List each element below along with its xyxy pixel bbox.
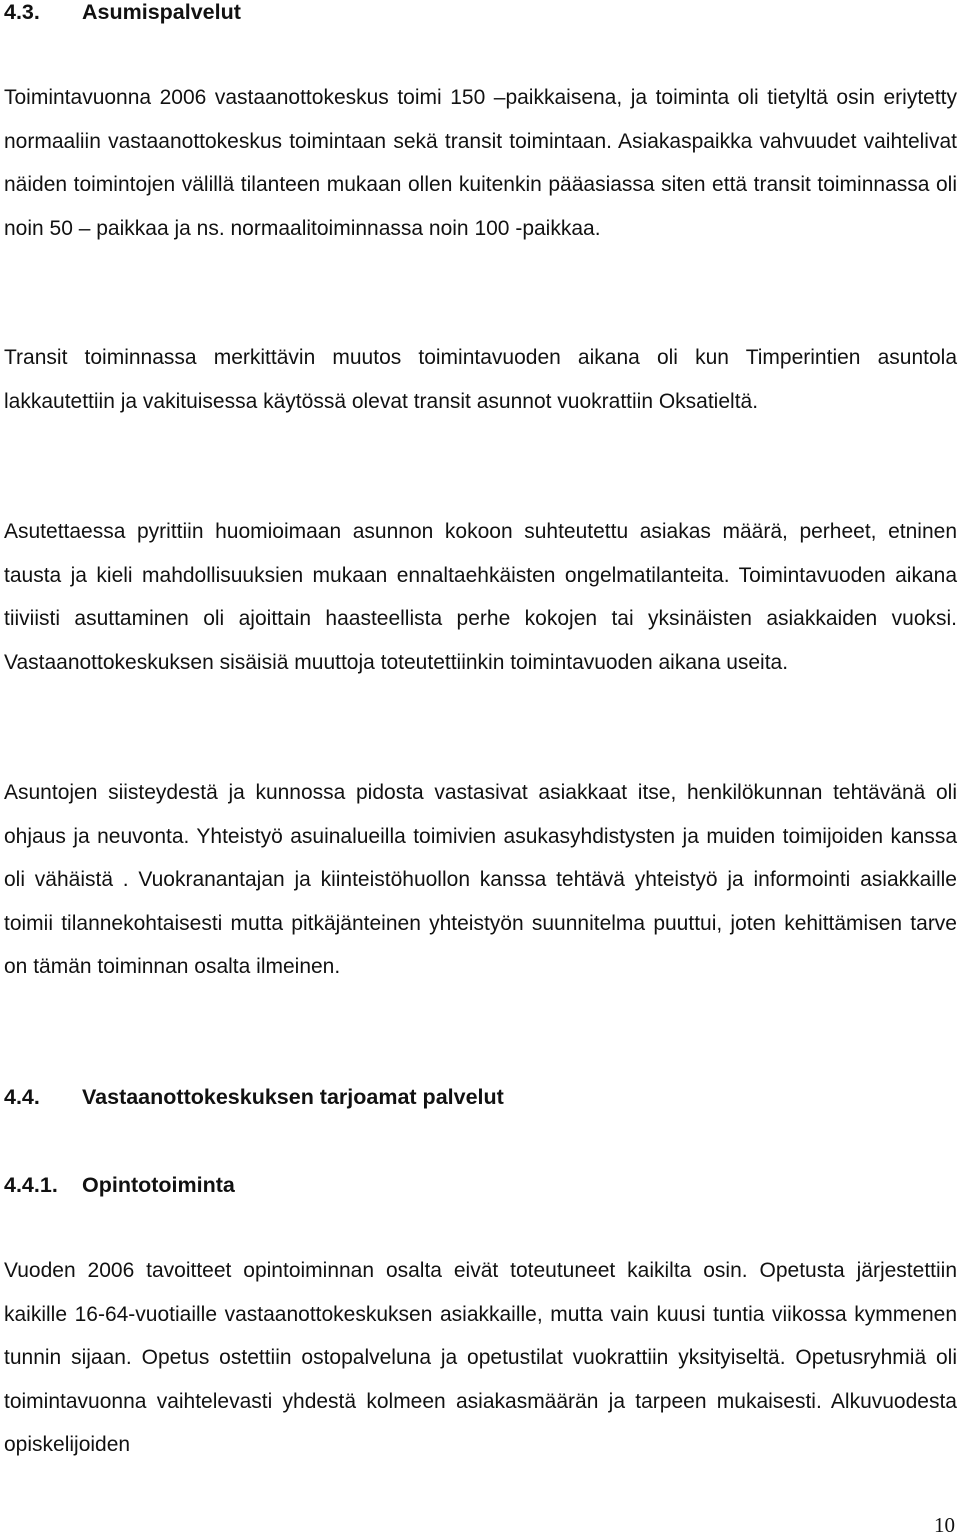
section-number: 4.3. <box>4 0 40 24</box>
section-heading-4-4-1 <box>4 1173 235 1197</box>
paragraph: Asuntojen siisteydestä ja kunnossa pidosta vastasivat asiakkaat itse, henkilökunnan tehtävänä oli ohjaus ja neuvonta. Yhteistyö asuinalueilla toimivien asukasyhdistysten ja muiden toimijoiden kanssa oli vähäistä . Vuokranantajan ja kiinteistöhuollon kanssa tehtävä yhteistyö ja informointi asiakkaille toimii tilannekohtaisesti mutta pitkäjänteinen yhteistyön suunnitelma puuttui, joten kehittämisen tarve on tämän toiminnan osalta ilmeinen. <box>4 781 957 979</box>
page-number: 10 <box>934 1513 955 1537</box>
section-number: 4.4. <box>4 1085 40 1109</box>
section-heading-4-4 <box>4 1085 504 1109</box>
paragraph: Asutettaessa pyrittiin huomioimaan asunnon kokoon suhteutettu asiakas määrä, perheet, etninen tausta ja kieli mahdollisuuksien mukaan ennaltaehkäisten ongelmatilanteita. Toimintavuoden aikana tiiviisti asuttaminen oli ajoittain haasteellista perhe kokojen tai yksinäisten asiakkaiden vuoksi. Vastaanottokeskuksen sisäisiä muuttoja toteutettiinkin toimintavuoden aikana useita. <box>4 520 957 674</box>
section-title: Vastaanottokeskuksen tarjoamat palvelut <box>82 1085 504 1109</box>
section-number: 4.4.1. <box>4 1173 58 1197</box>
paragraph: Transit toiminnassa merkittävin muutos toimintavuoden aikana oli kun Timperintien asuntola lakkautettiin ja vakituisessa käytössä olevat transit asunnot vuokrattiin Oksatieltä. <box>4 346 957 413</box>
section-title: Asumispalvelut <box>82 0 241 24</box>
paragraph: Vuoden 2006 tavoitteet opintoiminnan osalta eivät toteutuneet kaikilta osin. Opetusta järjestettiin kaikille 16-64-vuotiaille vastaanottokeskuksen asiakkaille, mutta vain kuusi tuntia viikossa kymmenen tunnin sijaan. Opetus ostettiin ostopalveluna ja opetustilat vuokrattiin yksityiseltä. Opetusryhmiä oli toimintavuonna vaihtelevasti yhdestä kolmeen asiakasmäärän ja tarpeen mukaisesti. Alkuvuodesta opiskelijoiden <box>4 1259 957 1457</box>
section-title: Opintotoiminta <box>82 1173 235 1197</box>
section-heading-4-3 <box>4 0 241 24</box>
paragraph: Toimintavuonna 2006 vastaanottokeskus toimi 150 –paikkaisena, ja toiminta oli tietyltä osin eriytetty normaaliin vastaanottokeskus toimintaan sekä transit toimintaan. Asiakaspaikka vahvuudet vaihtelivat näiden toimintojen välillä tilanteen mukaan ollen kuitenkin pääasiassa siten että transit toiminnassa oli noin 50 – paikkaa ja ns. normaalitoiminnassa noin 100 -paikkaa. <box>4 86 957 240</box>
